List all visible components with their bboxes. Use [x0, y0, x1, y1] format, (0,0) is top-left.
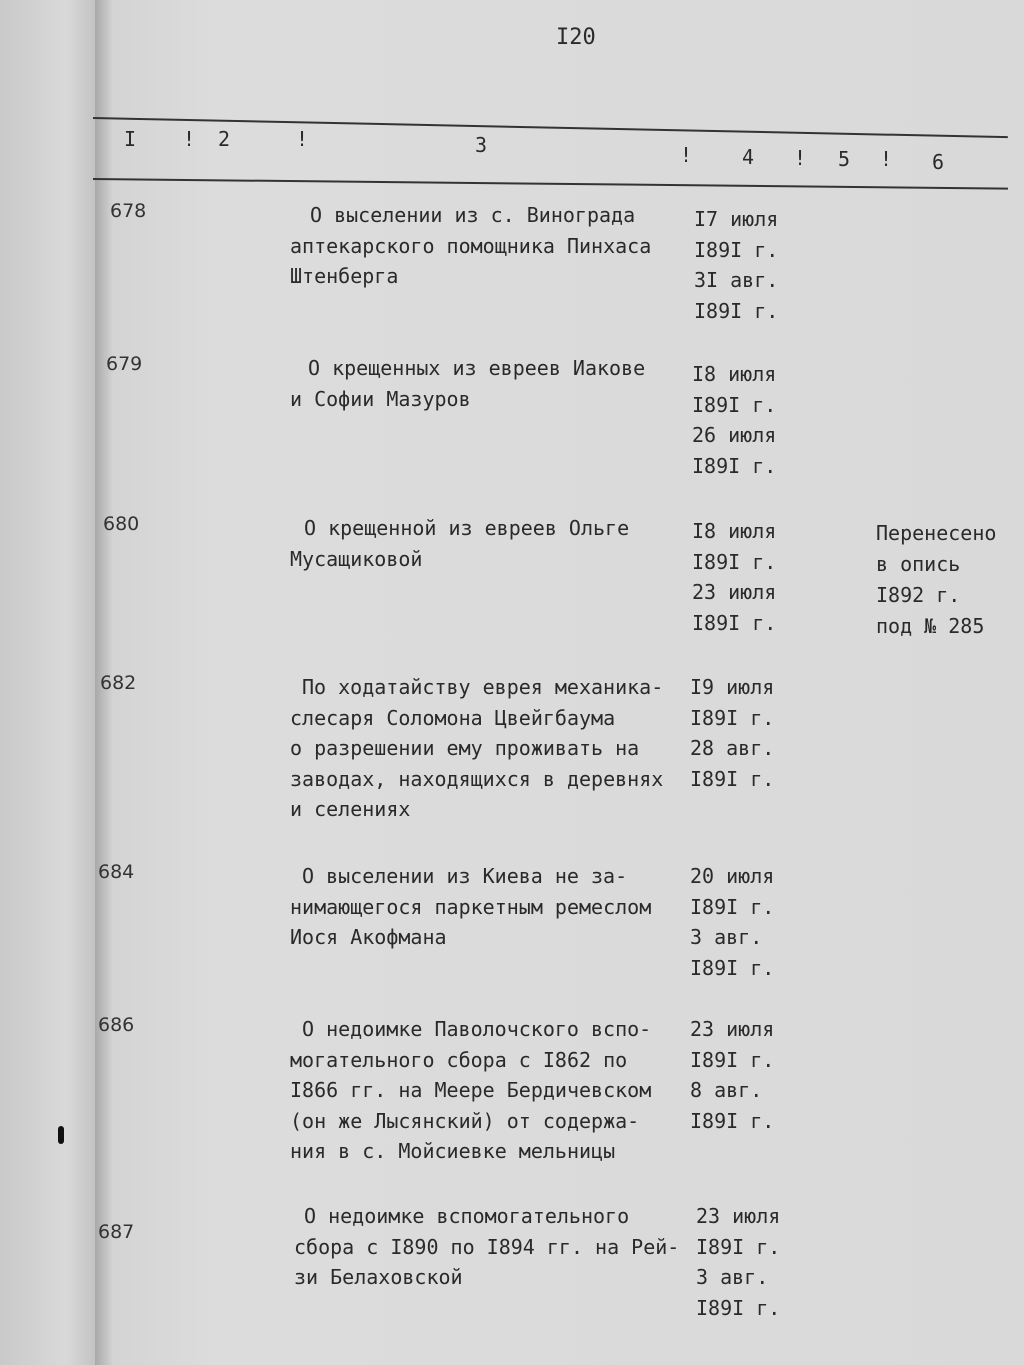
header-separator: !: [794, 146, 807, 170]
header-separator: !: [296, 127, 309, 151]
header-col-6: 6: [932, 150, 945, 174]
header-col-4: 4: [742, 145, 755, 169]
entry-number: 684: [98, 861, 135, 883]
entry-number: 686: [98, 1014, 135, 1036]
entry-number: 682: [100, 672, 137, 694]
header-col-2: 2: [218, 127, 231, 151]
entry-dates: I7 июля I89I г. 3I авг. I89I г.: [694, 207, 779, 323]
entry-dates: I8 июля I89I г. 23 июля I89I г.: [692, 519, 777, 635]
entry-title: О выселении из Киева не за- нимающегося паркетным ремеслом Иося Акофмана: [290, 864, 652, 949]
header-separator: !: [880, 147, 893, 171]
header-col-5: 5: [838, 147, 851, 171]
entry-title: О выселении из с. Винограда аптекарского помощника Пинхаса Штенберга: [290, 203, 652, 288]
page-number: I20: [556, 25, 596, 50]
entry-dates: 23 июля I89I г. 3 авг. I89I г.: [696, 1204, 781, 1320]
entry-number: 679: [106, 353, 143, 375]
header-separator: !: [183, 127, 196, 151]
entry-note: Перенесено в опись I892 г. под № 285: [876, 521, 997, 638]
entry-number: 680: [103, 513, 140, 535]
entry-number: 687: [98, 1221, 135, 1243]
binding-mark: [58, 1126, 64, 1144]
entry-title: О крещенных из евреев Иакове и Софии Мазуров: [290, 356, 646, 411]
header-col-3: 3: [475, 133, 488, 157]
entry-dates: 23 июля I89I г. 8 авг. I89I г.: [690, 1017, 775, 1133]
entry-dates: I9 июля I89I г. 28 авг. I89I г.: [690, 675, 775, 791]
entry-title: О недоимке Паволочского вспо- могательного сбора с I862 по I866 гг. на Меере Бердичевском (он же Лысянский) от содержа- ния в с. Мойсиевке мельницы: [290, 1017, 652, 1163]
header-separator: !: [680, 143, 693, 167]
underlying-page-edge: [0, 0, 110, 1365]
entry-number: 678: [110, 200, 147, 222]
entry-title: О недоимке вспомогательного сбора с I890 по I894 гг. на Рей- зи Белаховской: [294, 1204, 680, 1289]
entry-title: По ходатайству еврея механика- слесаря Соломона Цвейгбаума о разрешении ему проживать на заводах, находящихся в деревнях и селениях: [290, 675, 664, 821]
header-col-1: I: [124, 127, 137, 151]
entry-title: О крещенной из евреев Ольге Мусащиковой: [290, 516, 630, 571]
entry-dates: I8 июля I89I г. 26 июля I89I г.: [692, 362, 777, 478]
entry-dates: 20 июля I89I г. 3 авг. I89I г.: [690, 864, 775, 980]
